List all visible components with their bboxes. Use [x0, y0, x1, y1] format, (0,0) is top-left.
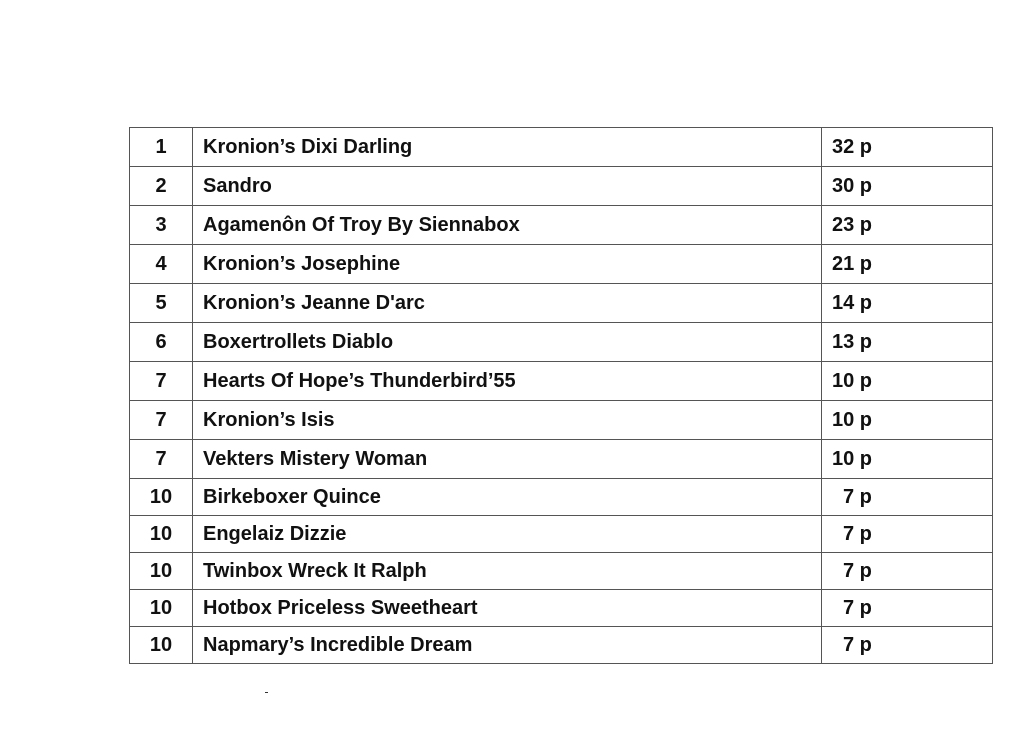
points-cell: 21 p — [822, 245, 993, 284]
name-cell: Napmary’s Incredible Dream — [193, 627, 822, 664]
rank-cell: 6 — [130, 323, 193, 362]
table-row — [130, 627, 993, 664]
points-cell — [822, 590, 993, 627]
name-cell: Hotbox Priceless Sweetheart — [193, 590, 822, 627]
points-value: 7 p — [843, 559, 872, 582]
name-cell: Kronion’s Isis — [193, 401, 822, 440]
rank-cell: 1 — [130, 128, 193, 167]
rank-cell: 2 — [130, 167, 193, 206]
points-cell: 30 p — [822, 167, 993, 206]
rank-cell: 7 — [130, 401, 193, 440]
table-row — [130, 440, 993, 479]
table-row — [130, 323, 993, 362]
name-cell: Engelaiz Dizzie — [193, 516, 822, 553]
name-cell: Agamenôn Of Troy By Siennabox — [193, 206, 822, 245]
points-value: 7 p — [843, 485, 872, 508]
table-row — [130, 553, 993, 590]
table-row — [130, 245, 993, 284]
results-table — [129, 127, 993, 664]
name-cell: Twinbox Wreck It Ralph — [193, 553, 822, 590]
name-cell: Hearts Of Hope’s Thunderbird’55 — [193, 362, 822, 401]
table-row — [130, 516, 993, 553]
points-cell — [822, 479, 993, 516]
table-row — [130, 284, 993, 323]
table-row — [130, 401, 993, 440]
points-cell — [822, 516, 993, 553]
points-cell — [822, 627, 993, 664]
points-cell: 32 p — [822, 128, 993, 167]
name-cell: Kronion’s Josephine — [193, 245, 822, 284]
name-cell: Sandro — [193, 167, 822, 206]
table-row — [130, 206, 993, 245]
table-row — [130, 479, 993, 516]
rank-cell: 10 — [130, 590, 193, 627]
points-cell: 23 p — [822, 206, 993, 245]
table-row — [130, 590, 993, 627]
table-row — [130, 362, 993, 401]
rank-cell: 5 — [130, 284, 193, 323]
rank-cell: 10 — [130, 479, 193, 516]
rank-cell: 10 — [130, 516, 193, 553]
points-cell: 10 p — [822, 401, 993, 440]
name-cell: Birkeboxer Quince — [193, 479, 822, 516]
rank-cell: 4 — [130, 245, 193, 284]
name-cell: Vekters Mistery Woman — [193, 440, 822, 479]
points-cell — [822, 553, 993, 590]
name-cell: Kronion’s Jeanne D'arc — [193, 284, 822, 323]
table-row — [130, 128, 993, 167]
points-cell: 14 p — [822, 284, 993, 323]
points-value: 7 p — [843, 633, 872, 656]
points-cell: 10 p — [822, 440, 993, 479]
rank-cell: 3 — [130, 206, 193, 245]
rank-cell: 7 — [130, 440, 193, 479]
points-value: 7 p — [843, 596, 872, 619]
stray-mark — [265, 692, 268, 693]
name-cell: Boxertrollets Diablo — [193, 323, 822, 362]
table-row — [130, 167, 993, 206]
name-cell: Kronion’s Dixi Darling — [193, 128, 822, 167]
points-cell: 13 p — [822, 323, 993, 362]
rank-cell: 7 — [130, 362, 193, 401]
points-value: 7 p — [843, 522, 872, 545]
points-cell: 10 p — [822, 362, 993, 401]
rank-cell: 10 — [130, 627, 193, 664]
rank-cell: 10 — [130, 553, 193, 590]
